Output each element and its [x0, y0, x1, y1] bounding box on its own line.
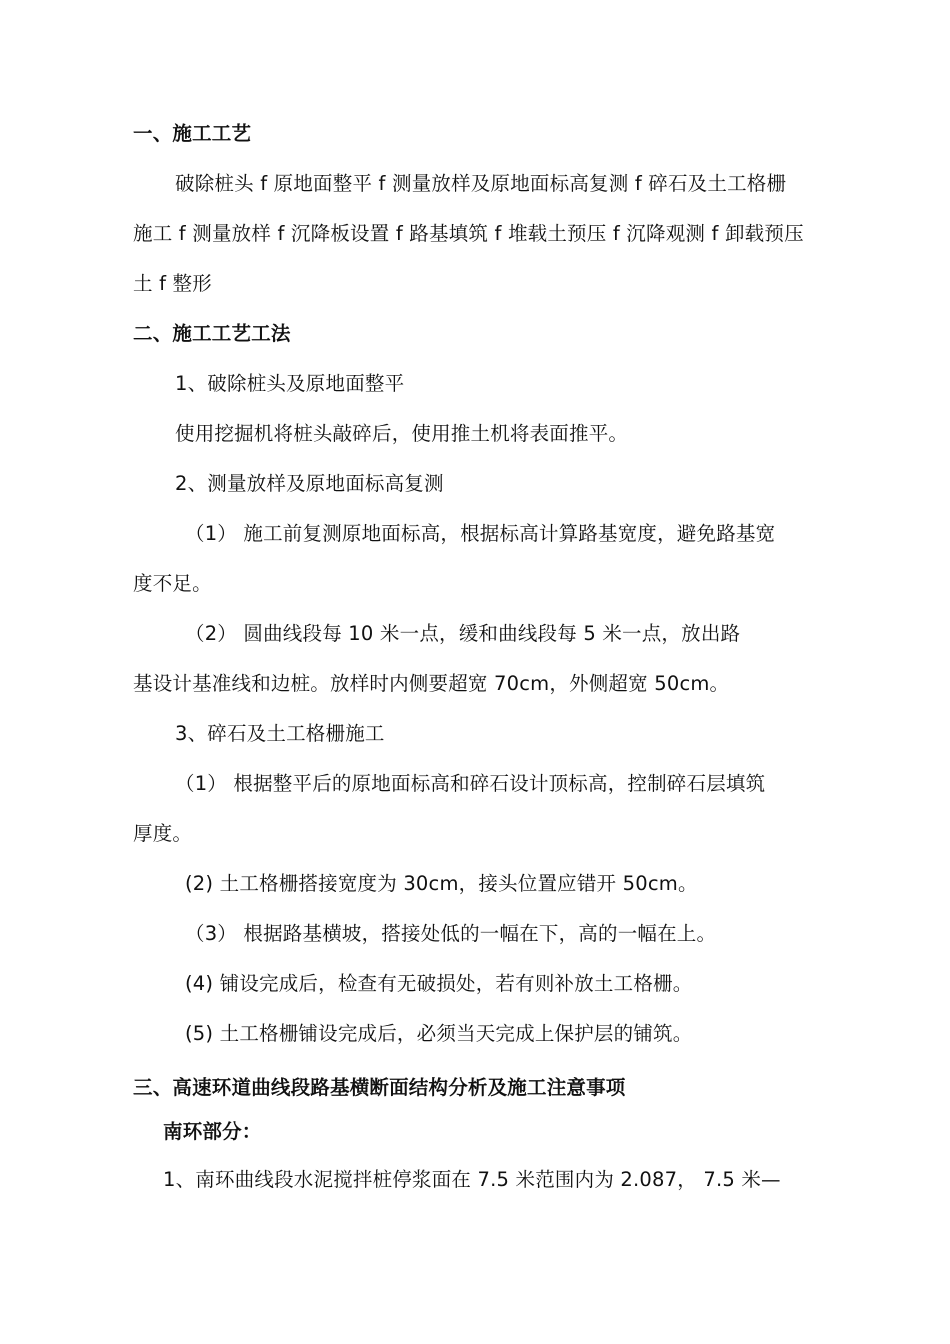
- step3-item1-line2: 厚度。: [133, 822, 193, 845]
- step2-item1-line1: （1） 施工前复测原地面标高，根据标高计算路基宽度，避免路基宽: [185, 522, 776, 545]
- step2-title: 2、测量放样及原地面标高复测: [175, 472, 444, 495]
- step2-item2-line1: （2） 圆曲线段每 10 米一点，缓和曲线段每 5 米一点，放出路: [185, 622, 741, 645]
- section3-heading: 三、高速环道曲线段路基横断面结构分析及施工注意事项: [133, 1076, 626, 1099]
- process-flow-line-2: 施工 f 测量放样 f 沉降板设置 f 路基填筑 f 堆载土预压 f 沉降观测 f 卸载预压: [133, 222, 804, 245]
- step2-item2-line2: 基设计基准线和边桩。放样时内侧要超宽 70cm，外侧超宽 50cm。: [133, 672, 730, 695]
- section3-subheading: 南环部分：: [163, 1120, 262, 1143]
- process-flow-line-1: 破除桩头 f 原地面整平 f 测量放样及原地面标高复测 f 碎石及土工格栅: [175, 172, 787, 195]
- step3-item3: （3） 根据路基横坡，搭接处低的一幅在下，高的一幅在上。: [185, 922, 717, 945]
- step3-title: 3、碎石及土工格栅施工: [175, 722, 385, 745]
- step3-item1-line1: （1） 根据整平后的原地面标高和碎石设计顶标高，控制碎石层填筑: [175, 772, 766, 795]
- step3-item5: (5) 土工格栅铺设完成后，必须当天完成上保护层的铺筑。: [185, 1022, 693, 1045]
- process-flow-line-3: 土 f 整形: [133, 272, 212, 295]
- step1-text: 使用挖掘机将桩头敲碎后，使用推土机将表面推平。: [175, 422, 629, 445]
- section2-heading: 二、施工工艺工法: [133, 322, 291, 345]
- step2-item1-line2: 度不足。: [133, 572, 212, 595]
- step3-item2: (2) 土工格栅搭接宽度为 30cm，接头位置应错开 50cm。: [185, 872, 698, 895]
- section3-item1-line1: 1、南环曲线段水泥搅拌桩停浆面在 7.5 米范围内为 2.087， 7.5 米—: [163, 1168, 781, 1191]
- step3-item4: (4) 铺设完成后，检查有无破损处，若有则补放土工格栅。: [185, 972, 693, 995]
- step1-title: 1、破除桩头及原地面整平: [175, 372, 405, 395]
- section1-heading: 一、施工工艺: [133, 122, 252, 145]
